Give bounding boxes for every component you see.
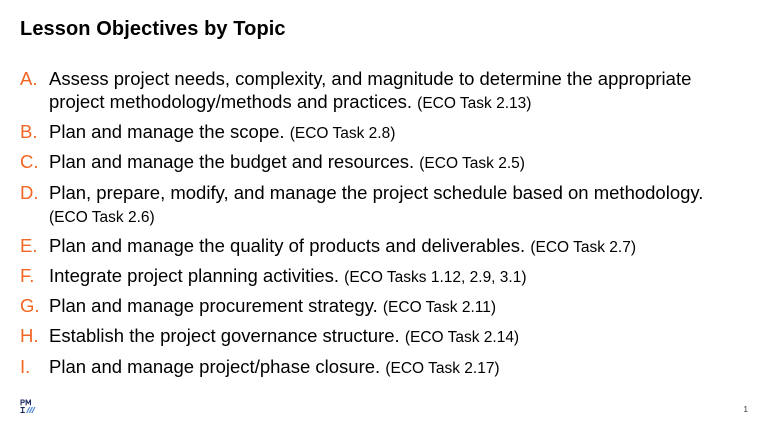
objective-text: Integrate project planning activities.	[49, 264, 340, 286]
objective-text: Establish the project governance structure.	[49, 325, 400, 347]
slide-title: Lesson Objectives by Topic	[20, 18, 286, 40]
eco-task-reference: (ECO Task 2.5)	[419, 155, 525, 173]
objective-item	[20, 264, 750, 289]
objective-text: Plan, prepare, modify, and manage the project schedule based on methodology.	[49, 181, 704, 203]
objective-letter: B.	[20, 121, 38, 143]
objective-letter: H.	[20, 325, 39, 347]
objectives-list	[20, 67, 750, 385]
objective-letter: C.	[20, 151, 39, 173]
eco-task-reference: (ECO Task 2.14)	[404, 329, 520, 347]
objective-item	[20, 234, 750, 259]
eco-task-reference: (ECO Task 2.11)	[382, 299, 497, 317]
eco-task-reference: (ECO Tasks 1.12, 2.9, 3.1)	[344, 268, 527, 286]
eco-task-reference: (ECO Task 2.13)	[417, 95, 532, 112]
objective-text: Plan and manage the budget and resources.	[49, 151, 415, 173]
objective-item	[20, 67, 750, 115]
objective-text: Plan and manage procurement strategy.	[49, 295, 378, 317]
objective-item	[20, 355, 750, 380]
objective-text: Plan and manage the scope.	[49, 121, 285, 143]
objective-letter: F.	[20, 264, 35, 286]
objective-text: Plan and manage project/phase closure.	[49, 355, 381, 377]
objective-letter: I.	[20, 355, 31, 377]
objective-item	[20, 324, 750, 349]
objective-text: Plan and manage the quality of products and deliverables.	[49, 234, 526, 256]
objective-letter: A.	[20, 68, 38, 89]
objective-item	[20, 120, 750, 145]
objective-item	[20, 150, 750, 175]
objective-letter: G.	[20, 295, 40, 317]
page-number: 1	[743, 405, 748, 414]
objective-letter: D.	[20, 181, 39, 203]
objective-item	[20, 294, 750, 319]
eco-task-reference: (ECO Task 2.17)	[385, 359, 500, 377]
eco-task-reference: (ECO Task 2.6)	[49, 208, 155, 226]
eco-task-reference: (ECO Task 2.8)	[289, 125, 396, 143]
objective-letter: E.	[20, 234, 38, 256]
pmi-logo	[20, 399, 36, 415]
objective-text: Assess project needs, complexity, and magnitude to determine the appropriate project methodology/methods and practices.	[49, 68, 692, 112]
eco-task-reference: (ECO Task 2.7)	[530, 238, 636, 256]
objective-item	[20, 181, 750, 229]
